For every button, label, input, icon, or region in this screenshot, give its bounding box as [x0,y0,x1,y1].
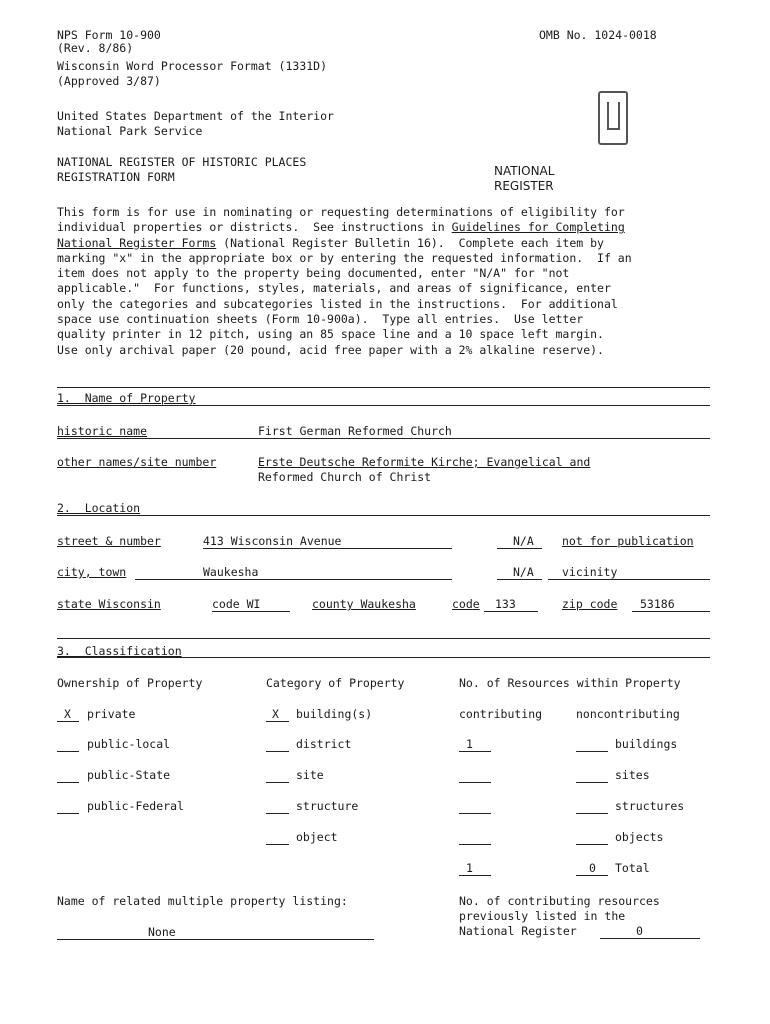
noncontributing-total-count: 0 [589,861,596,875]
noncontributing-heading: noncontributing [576,707,680,721]
zip-value: 53186 [640,597,675,611]
city-value: Waukesha [203,565,259,579]
instructions-paragraph: This form is for use in nominating or requesting determinations of eligibility for individual properties or districts. See instructions in Guidelines for Completing National Register Forms (National Register Bulletin 16). Complete each item by marking "x" in the appropriate box or by entering the requested information. If an item does not apply to the property being documented, enter "N/A" for "not applicable." For functions, styles, materials, and areas of significance, enter only the categories and subcategories listed in the instructions. For additional space use continuation sheets (Form 10-900a). Type all entries. Use letter quality printer in 12 pitch, using an 85 space line and a 10 space left margin. Use only archival paper (20 pound, acid free paper with a 2% alkaline reserve). [57,205,632,357]
na-publication: N/A [513,534,534,548]
zip-line [632,611,710,612]
related-listing-label: Name of related multiple property listing: [57,894,348,908]
ownership-federal-label: public-Federal [87,799,184,813]
registration-form-title: REGISTRATION FORM [57,170,175,184]
noncontributing-structures-line [576,813,608,814]
previously-listed-label-line3: National Register [459,924,577,938]
resources-total-label: Total [615,861,650,875]
form-format: Wisconsin Word Processor Format (1331D) [57,59,328,73]
noncontributing-buildings-line [576,751,608,752]
previously-listed-line [600,938,700,939]
previously-listed-label-line2: previously listed in the [459,909,626,923]
section2-heading: 2. Location [57,501,141,515]
contributing-objects-line [459,844,491,845]
historic-name-value: First German Reformed Church [258,424,452,438]
section1-heading: 1. Name of Property [57,391,196,405]
previously-listed-label-line1: No. of contributing resources [459,894,660,908]
ownership-checkbox-private[interactable] [57,721,79,722]
contributing-buildings-line [459,751,491,752]
form-approved: (Approved 3/87) [57,74,161,88]
contributing-heading: contributing [459,707,543,721]
city-label: city, town [57,565,127,579]
form-revision: (Rev. 8/86) [57,41,134,55]
street-line [203,548,452,549]
category-site-label: site [296,768,324,782]
state-code-line [212,611,290,612]
category-checkbox-building[interactable] [266,721,289,722]
stamp-national: NATIONAL [494,164,555,178]
street-label: street & number [57,534,161,548]
ownership-state-label: public-State [87,768,171,782]
register-title: NATIONAL REGISTER OF HISTORIC PLACES [57,155,307,169]
divider [57,515,710,516]
county-code-label: code [452,597,480,611]
category-object-label: object [296,830,338,844]
resources-sites-label: sites [615,768,650,782]
form-number: NPS Form 10-900 [57,28,161,42]
other-names-value-line2: Reformed Church of Christ [258,470,432,484]
na-line [497,579,542,580]
category-checkbox-structure[interactable] [266,813,289,814]
contributing-structures-line [459,813,491,814]
department: United States Department of the Interior [57,109,334,123]
category-checkbox-object[interactable] [266,844,289,845]
category-district-label: district [296,737,352,751]
state-code: code WI [212,597,261,611]
received-stamp [598,91,628,145]
vicinity-label: vicinity [562,565,618,579]
category-checkbox-site[interactable] [266,782,289,783]
city-line [135,579,452,580]
divider [57,405,710,406]
resources-heading: No. of Resources within Property [459,676,681,690]
other-names-label: other names/site number [57,455,217,469]
agency: National Park Service [57,124,203,138]
contributing-total-line [459,875,491,876]
ownership-checkbox-federal[interactable] [57,813,79,814]
resources-objects-label: objects [615,830,664,844]
divider [57,638,710,639]
ownership-checkbox-mark[interactable]: X [64,707,71,721]
county-label: county Waukesha [312,597,416,611]
previously-listed-value: 0 [636,924,643,938]
ownership-checkbox-state[interactable] [57,782,79,783]
contributing-buildings-count: 1 [466,737,473,751]
historic-name-label: historic name [57,424,148,438]
state-label: state Wisconsin [57,597,161,611]
divider [57,657,710,658]
street-value: 413 Wisconsin Avenue [203,534,342,548]
section3-heading: 3. Classification [57,644,182,658]
vicinity-line [548,579,710,580]
other-names-value-line1: Erste Deutsche Reformite Kirche; Evangelical and [258,455,591,469]
category-checkbox-mark[interactable]: X [272,707,279,721]
category-structure-label: structure [296,799,359,813]
resources-structures-label: structures [615,799,685,813]
ownership-local-label: public-local [87,737,171,751]
zip-label: zip code [562,597,618,611]
divider [57,438,710,439]
category-building-label: building(s) [296,707,373,721]
category-checkbox-district[interactable] [266,751,289,752]
stamp-register: REGISTER [494,179,554,193]
not-for-publication: not for publication [562,534,694,548]
noncontributing-objects-line [576,844,608,845]
divider [57,387,710,388]
county-code-line [484,611,538,612]
ownership-private-label: private [87,707,136,721]
noncontributing-total-line [576,875,608,876]
related-listing-value: None [148,925,176,939]
omb-number: OMB No. 1024-0018 [539,28,657,42]
related-listing-line [57,939,374,940]
na-line [497,548,542,549]
noncontributing-sites-line [576,782,608,783]
ownership-heading: Ownership of Property [57,676,203,690]
ownership-checkbox-local[interactable] [57,751,79,752]
resources-buildings-label: buildings [615,737,678,751]
contributing-sites-line [459,782,491,783]
na-vicinity: N/A [513,565,534,579]
category-heading: Category of Property [266,676,405,690]
county-code-value: 133 [495,597,516,611]
contributing-total-count: 1 [466,861,473,875]
